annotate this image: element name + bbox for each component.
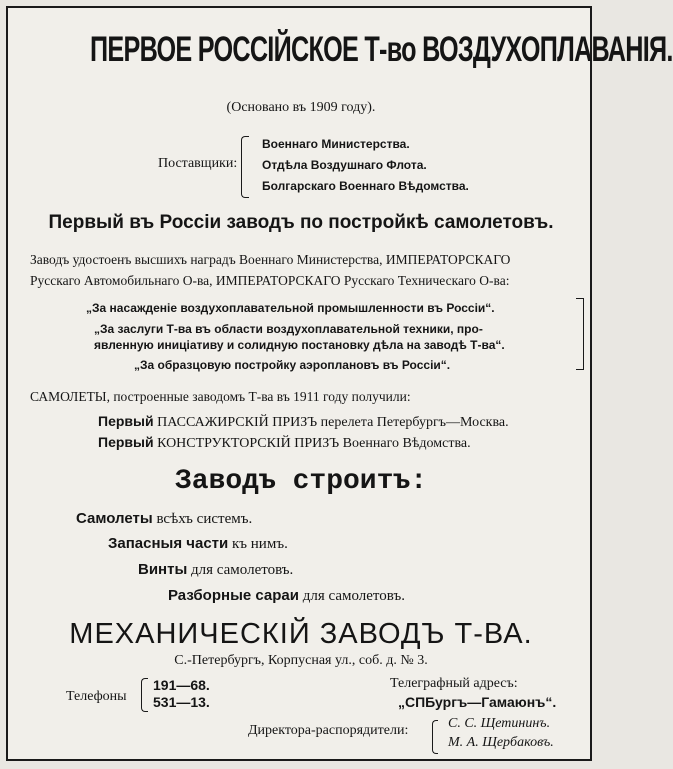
build-item-bold: Самолеты <box>76 510 153 527</box>
award-line: „За заслуги Т-ва въ области воздухоплавательной техники, про- <box>94 322 483 336</box>
director-name: М. А. Щербаковъ. <box>448 735 554 750</box>
build-item <box>76 510 252 528</box>
advertisement-page <box>6 6 673 761</box>
phone-number: 191—68. <box>153 677 210 693</box>
telegraph-address: „СПБургъ—Гамаюнъ“. <box>398 694 557 710</box>
build-item-text: для самолетовъ. <box>187 562 294 578</box>
prize-text: ПАССАЖИРСКІЙ ПРИЗЪ перелета Петербургъ—Москва. <box>153 415 509 430</box>
phone-number: 531—13. <box>153 694 210 710</box>
build-item-bold: Разборные сараи <box>168 587 299 604</box>
prize-line <box>98 434 471 452</box>
build-item <box>168 587 405 605</box>
awards-intro-line: Заводъ удостоенъ высшихъ наградъ Военнаго Министерства, ИМПЕРАТОРСКАГО <box>30 252 511 267</box>
suppliers-bracket <box>241 136 249 198</box>
build-item-text: для самолетовъ. <box>298 588 406 604</box>
factory-name: МЕХАНИЧЕСКІЙ ЗАВОДЪ Т-ВА. <box>69 618 533 650</box>
subheading: Первый въ Россіи заводъ по постройкѣ самолетовъ. <box>48 212 554 233</box>
build-item-text: всѣхъ системъ. <box>152 511 253 527</box>
page-title: ПЕРВОЕ РОССІЙСКОЕ Т-во ВОЗДУХОПЛАВАНІЯ. <box>90 30 673 69</box>
award-line: „За образцовую постройку аэроплановъ въ Россіи“. <box>134 358 451 372</box>
suppliers-label: Поставщики: <box>158 156 238 171</box>
build-item <box>108 535 288 553</box>
telegraph-label: Телеграфный адресъ: <box>390 676 518 691</box>
build-item-text: къ нимъ. <box>228 536 288 552</box>
phones-label: Телефоны <box>66 689 127 704</box>
director-name: С. С. Щетининъ. <box>448 716 551 731</box>
address: С.-Петербургъ, Корпусная ул., соб. д. № 3. <box>174 653 428 668</box>
phones-bracket <box>141 678 148 712</box>
builds-heading: Заводъ строитъ: <box>174 466 428 497</box>
planes-intro: САМОЛЕТЫ, построенные заводомъ Т-ва въ 1911 году получили: <box>30 389 411 404</box>
build-item-bold: Запасныя части <box>108 535 229 552</box>
directors-label: Директора-распорядители: <box>248 723 409 738</box>
awards-intro-line: Русскаго Автомобильнаго О-ва, ИМПЕРАТОРСКАГО Русскаго Техническаго О-ва: <box>30 273 510 288</box>
prize-bold: Первый <box>98 434 154 450</box>
prize-text: КОНСТРУКТОРСКІЙ ПРИЗЪ Военнаго Вѣдомства. <box>153 436 471 451</box>
founded-note: (Основано въ 1909 году). <box>226 100 376 115</box>
supplier-item: Отдѣла Воздушнаго Флота. <box>262 158 427 172</box>
award-line: „За насажденіе воздухоплавательной промышленности въ Россіи“. <box>86 301 495 315</box>
prize-bold: Первый <box>98 413 154 429</box>
supplier-item: Военнаго Министерства. <box>262 137 410 151</box>
build-item-bold: Винты <box>138 561 188 578</box>
prize-line <box>98 413 509 431</box>
supplier-item: Болгарскаго Военнаго Вѣдомства. <box>262 179 469 193</box>
directors-bracket <box>432 720 438 754</box>
award-line: явленную иниціативу и солидную постановку дѣла на заводѣ Т-ва“. <box>94 338 505 352</box>
build-item <box>138 561 293 579</box>
awards-bracket <box>576 298 584 370</box>
